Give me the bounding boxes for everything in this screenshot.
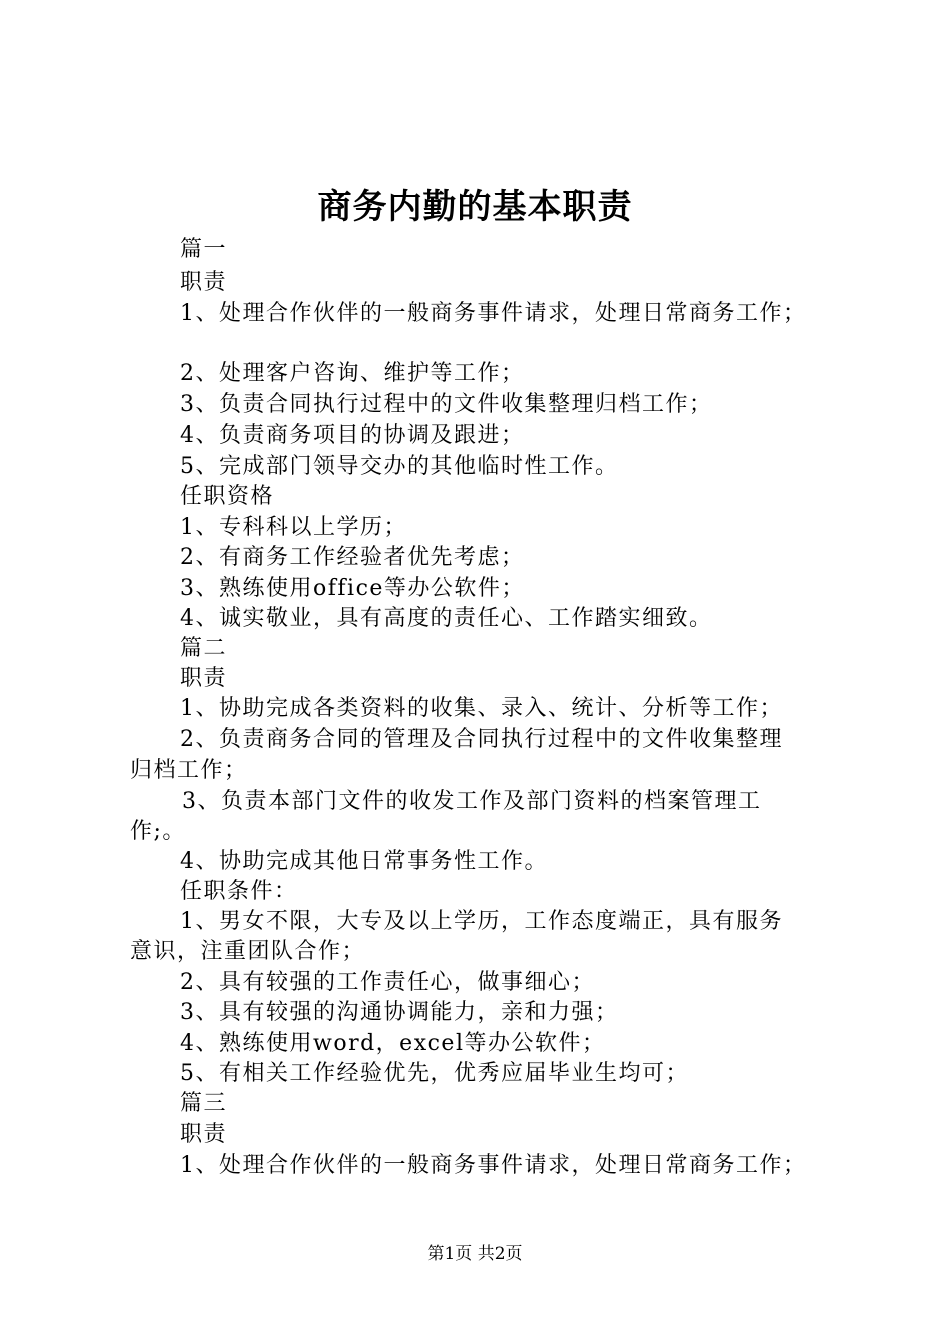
subsection-heading: 职责 [180, 666, 228, 691]
list-item-continuation: 归档工作； [130, 758, 248, 783]
list-item-continuation: 作;。 [130, 819, 186, 844]
section-heading: 篇一 [180, 237, 228, 262]
list-item-continuation: 意识，注重团队合作； [130, 939, 366, 964]
subsection-heading: 职责 [180, 1122, 228, 1147]
list-item: 1、协助完成各类资料的收集、录入、统计、分析等工作； [180, 696, 783, 721]
list-item: 5、完成部门领导交办的其他临时性工作。 [180, 454, 619, 479]
list-item: 4、负责商务项目的协调及跟进； [180, 423, 525, 448]
list-item: 2、有商务工作经验者优先考虑； [180, 545, 525, 570]
list-item: 3、具有较强的沟通协调能力，亲和力强； [180, 1000, 619, 1025]
section-heading: 篇三 [180, 1091, 228, 1116]
list-item: 2、处理客户咨询、维护等工作； [180, 361, 525, 386]
subsection-heading: 任职条件： [180, 879, 298, 904]
list-item: 3、熟练使用office等办公软件； [180, 576, 525, 601]
list-item: 5、有相关工作经验优先，优秀应届毕业生均可； [180, 1061, 689, 1086]
list-item: 4、诚实敬业，具有高度的责任心、工作踏实细致。 [180, 606, 713, 631]
list-item: 1、处理合作伙伴的一般商务事件请求，处理日常商务工作； [180, 1153, 807, 1178]
document-title: 商务内勤的基本职责 [317, 187, 633, 227]
list-item: 3、负责本部门文件的收发工作及部门资料的档案管理工 [182, 789, 762, 814]
list-item: 3、负责合同执行过程中的文件收集整理归档工作； [180, 392, 713, 417]
list-item: 2、负责商务合同的管理及合同执行过程中的文件收集整理 [180, 727, 783, 752]
page-footer: 第1页 共2页 [427, 1244, 523, 1264]
list-item: 2、具有较强的工作责任心，做事细心； [180, 970, 595, 995]
list-item: 4、熟练使用word，excel等办公软件； [180, 1031, 606, 1056]
subsection-heading: 任职资格 [180, 484, 275, 509]
list-item: 1、处理合作伙伴的一般商务事件请求，处理日常商务工作； [180, 301, 807, 326]
list-item: 1、专科科以上学历； [180, 515, 407, 540]
section-heading: 篇二 [180, 636, 228, 661]
subsection-heading: 职责 [180, 270, 228, 295]
list-item: 4、协助完成其他日常事务性工作。 [180, 849, 548, 874]
list-item: 1、男女不限，大专及以上学历，工作态度端正，具有服务 [180, 909, 783, 934]
